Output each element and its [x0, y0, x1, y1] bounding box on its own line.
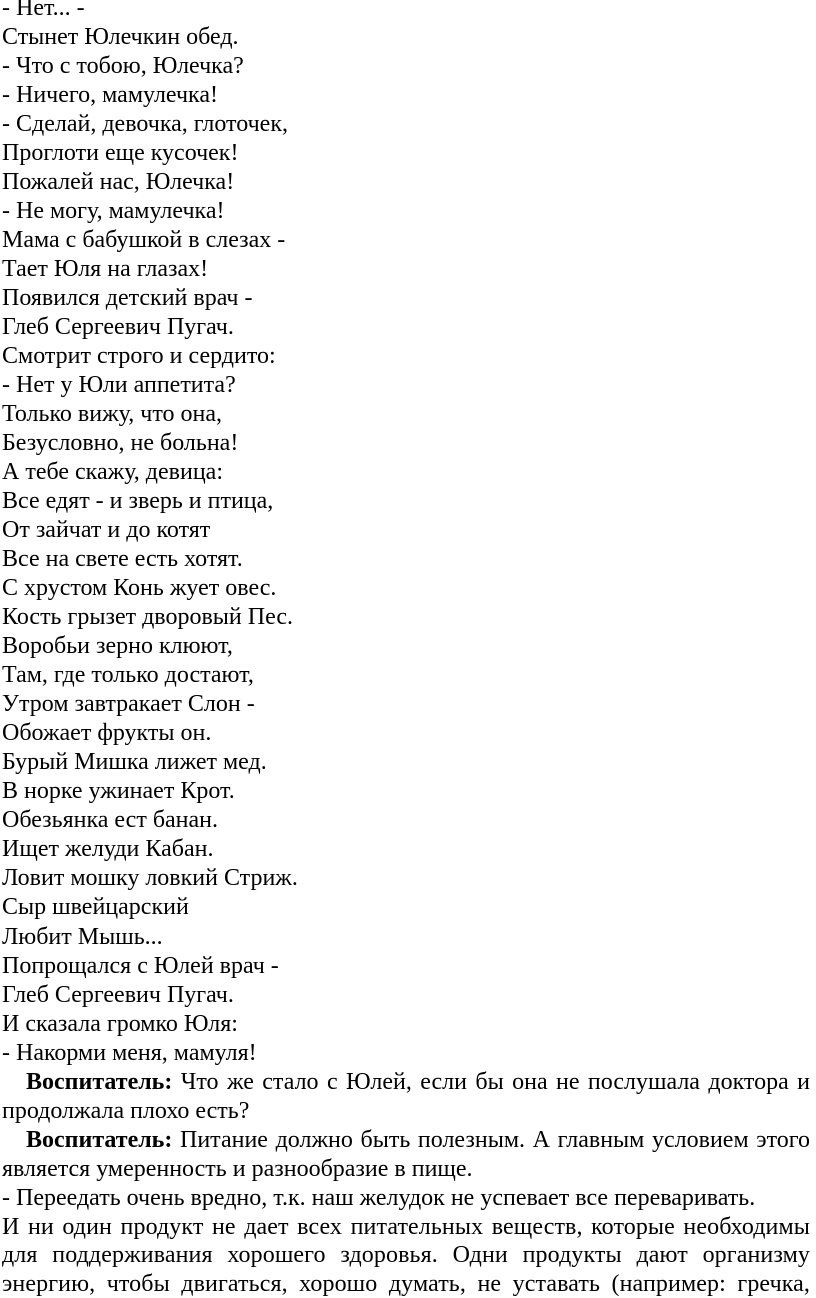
nutrients-paragraph [2, 1213, 810, 1298]
poem-line: Утром завтракает Слон - [2, 691, 255, 718]
poem-line: Только вижу, что она, [2, 401, 222, 428]
poem-line: Стынет Юлечкин обед. [2, 24, 239, 51]
paragraph-text: Питание должно быть полезным. А главным условием этого является умеренность и разнообразие в пище. [2, 1126, 810, 1182]
poem-line: Мама с бабушкой в слезах - [2, 227, 286, 254]
paragraph-line: И ни один продукт не дает всех питательных веществ, которые необходимы [2, 1213, 810, 1240]
poem-line: Ищет желуди Кабан. [2, 836, 214, 863]
poem-line: Безусловно, не больна! [2, 430, 239, 457]
paragraph-line: для поддерживания хорошего здоровья. Одни продукты дают организму [2, 1242, 810, 1269]
poem-line: Обезьянка ест банан. [2, 807, 219, 834]
speaker-label: Воспитатель: [26, 1068, 173, 1095]
poem-line: С хрустом Конь жует овес. [2, 575, 277, 602]
poem-line: Любит Мышь... [2, 923, 163, 950]
poem-line: В норке ужинает Крот. [2, 778, 235, 805]
poem-line: Проглоти еще кусочек! [2, 140, 239, 167]
poem-line: - Нет у Юли аппетита? [2, 372, 236, 399]
poem-line: - Сделай, девочка, глоточек, [2, 111, 288, 138]
poem-line: Появился детский врач - [2, 285, 253, 312]
poem-line: Там, где только достают, [2, 662, 254, 689]
poem-line: Бурый Мишка лижет мед. [2, 749, 267, 776]
poem-line: - Нет... - [2, 0, 85, 21]
poem-line: Кость грызет дворовый Пес. [2, 604, 293, 631]
poem-line: Все едят - и зверь и птица, [2, 488, 274, 515]
paragraph-text: Что же стало с Юлей, если бы она не послушала доктора и продолжала плохо есть? [2, 1068, 810, 1124]
poem [2, 0, 810, 1068]
poem-line: Ловит мошку ловкий Стриж. [2, 865, 298, 892]
poem-line: Обожает фрукты он. [2, 720, 212, 747]
overeating-line: - Переедать очень вредно, т.к. наш желудок не успевает все переваривать. [2, 1184, 756, 1211]
speaker-label: Воспитатель: [26, 1126, 173, 1153]
poem-line: Смотрит строго и сердито: [2, 343, 276, 370]
poem-line: Тает Юля на глазах! [2, 256, 209, 283]
poem-line: Все на свете есть хотят. [2, 546, 243, 573]
poem-line: Воробьи зерно клюют, [2, 633, 233, 660]
poem-line: Глеб Сергеевич Пугач. [2, 314, 234, 341]
poem-line: - Накорми меня, мамуля! [2, 1039, 257, 1066]
poem-line: - Что с тобою, Юлечка? [2, 53, 244, 80]
poem-line: Глеб Сергеевич Пугач. [2, 981, 234, 1008]
poem-line: - Не могу, мамулечка! [2, 198, 225, 225]
paragraph-line: энергию, чтобы двигаться, хорошо думать, не уставать (например: гречка, [2, 1270, 810, 1297]
poem-line: И сказала громко Юля: [2, 1010, 238, 1037]
poem-line: Сыр швейцарский [2, 894, 189, 921]
poem-line: Попрощался с Юлей врач - [2, 952, 279, 979]
teacher-nutrition-paragraph [2, 1126, 810, 1184]
teacher-question-paragraph [2, 1068, 810, 1126]
poem-line: Пожалей нас, Юлечка! [2, 169, 235, 196]
poem-line: От зайчат и до котят [2, 517, 211, 544]
poem-line: А тебе скажу, девица: [2, 459, 224, 486]
poem-line: - Ничего, мамулечка! [2, 82, 218, 109]
